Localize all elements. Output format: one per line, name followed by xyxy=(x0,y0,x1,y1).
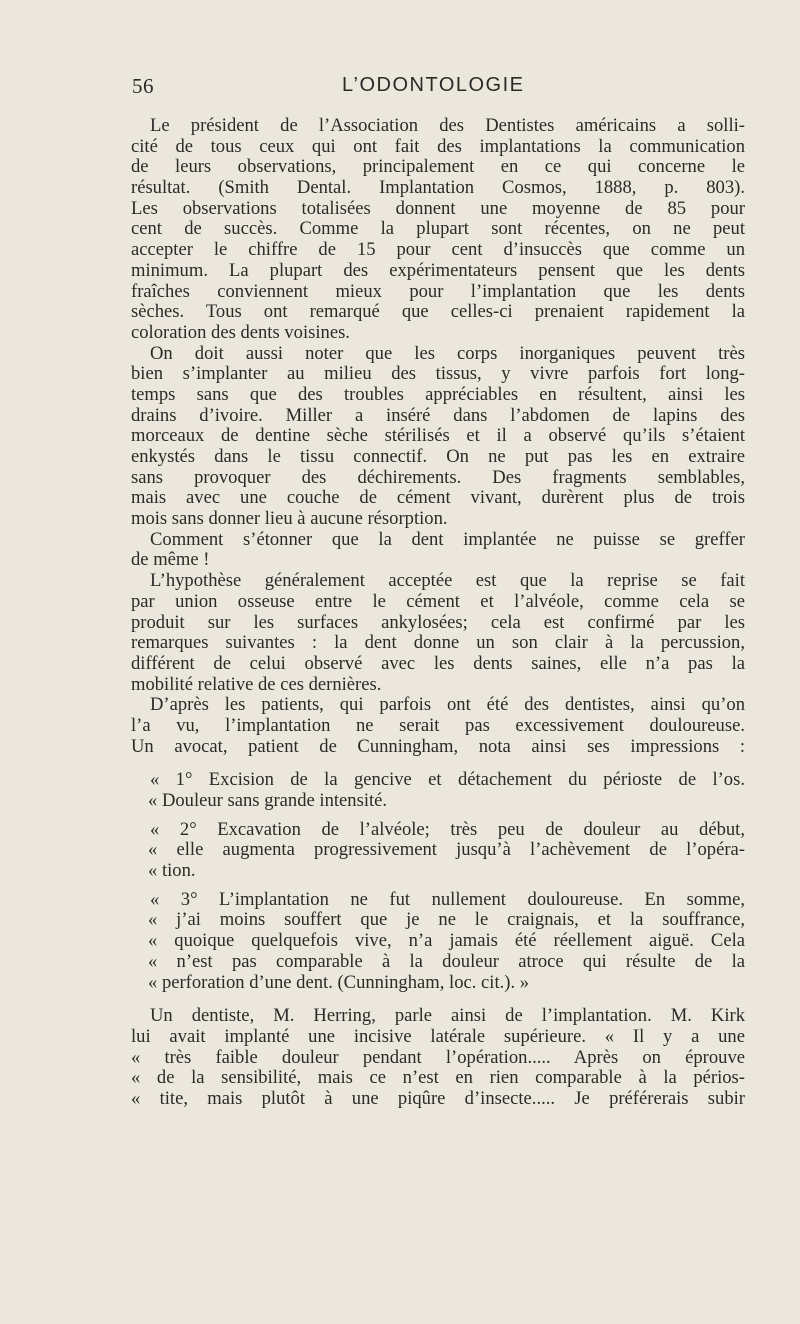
text-line: drains d’ivoire. Miller a inséré dans l’abdomen de lapins des xyxy=(131,404,745,426)
journal-title: L’ODONTOLOGIE xyxy=(342,74,525,96)
body-text xyxy=(131,116,745,1110)
text-line: enkystés dans le tissu connectif. On ne put pas les en extraire xyxy=(131,446,745,467)
quote-step-3 xyxy=(131,890,745,993)
text-line: de même ! xyxy=(131,549,210,571)
text-line: « très faible douleur pendant l’opération..... Après on éprouve xyxy=(131,1046,745,1068)
quote-line: « 1° Excision de la gencive et détachement du périoste de l’os. xyxy=(150,769,745,791)
text-line: cent de succès. Comme la plupart sont récentes, on ne peut xyxy=(131,218,745,240)
page-number: 56 xyxy=(132,74,154,98)
quote-step-1 xyxy=(131,770,745,811)
quote-line: « quoique quelquefois vive, n’a jamais été réellement aiguë. Cela xyxy=(148,930,745,952)
paragraph-patients xyxy=(131,695,745,757)
text-line: Un dentiste, M. Herring, parle ainsi de l’implantation. M. Kirk xyxy=(150,1005,745,1027)
text-line: produit sur les surfaces ankylosées; cela est confirmé par les xyxy=(131,611,745,633)
text-line: minimum. La plupart des expérimentateurs pensent que les dents xyxy=(131,259,745,281)
text-line: fraîches conviennent mieux pour l’implantation que les dents xyxy=(131,280,745,302)
text-line: résultat. (Smith Dental. Implantation Cosmos, 1888, p. 803). xyxy=(131,177,745,199)
text-line: différent de celui observé avec les dents saines, elle n’a pas la xyxy=(131,652,745,674)
text-line: « de la sensibilité, mais ce n’est en rien comparable à la périos- xyxy=(131,1067,745,1089)
quote-line: « n’est pas comparable à la douleur atroce qui résulte de la xyxy=(148,950,745,972)
text-line: Les observations totalisées donnent une moyenne de 85 pour xyxy=(131,197,745,219)
text-line: sèches. Tous ont remarqué que celles-ci prenaient rapidement la xyxy=(131,301,745,323)
quote-line: « perforation d’une dent. (Cunningham, loc. cit.). » xyxy=(148,971,530,993)
text-line: morceaux de dentine sèche stérilisés et il a observé qu’ils s’étaient xyxy=(131,425,745,447)
text-line: « tite, mais plutôt à une piqûre d’insecte..... Je préférerais subir xyxy=(131,1087,745,1109)
text-line: cité de tous ceux qui ont fait des implantations la communication xyxy=(131,135,745,157)
quote-step-2 xyxy=(131,820,745,882)
text-line: mais avec une couche de cément vivant, durèrent plus de trois xyxy=(131,487,745,509)
text-line: Un avocat, patient de Cunningham, nota ainsi ses impressions : xyxy=(131,735,745,757)
text-line: coloration des dents voisines. xyxy=(131,321,350,343)
text-line: L’hypothèse généralement acceptée est que la reprise se fait xyxy=(150,570,745,592)
paragraph-hypothesis xyxy=(131,571,745,695)
text-line: On doit aussi noter que les corps inorganiques peuvent très xyxy=(150,342,745,364)
quote-line: « Douleur sans grande intensité. xyxy=(148,790,388,811)
text-line: Comment s’étonner que la dent implantée ne puisse se greffer xyxy=(150,528,745,550)
paragraph-herring xyxy=(131,1006,745,1109)
text-line: accepter le chiffre de 15 pour cent d’insuccès que comme un xyxy=(131,239,745,261)
text-line: sans provoquer des déchirements. Des fragments semblables, xyxy=(131,466,745,488)
quote-line: « 3° L’implantation ne fut nullement douloureuse. En somme, xyxy=(150,888,745,910)
quote-line: « j’ai moins souffert que je ne le craignais, et la souffrance, xyxy=(148,909,745,931)
paragraph-president-report xyxy=(131,116,745,344)
paragraph-inorganic-bodies xyxy=(131,344,745,530)
text-line: Le président de l’Association des Dentistes américains a solli- xyxy=(150,115,745,136)
text-line: mois sans donner lieu à aucune résorption. xyxy=(131,508,448,530)
text-line: mobilité relative de ces dernières. xyxy=(131,673,382,695)
text-line: lui avait implanté une incisive latérale supérieure. « Il y a une xyxy=(131,1025,745,1047)
text-line: remarques suivantes : la dent donne un son clair à la percussion, xyxy=(131,632,745,654)
quote-line: « elle augmenta progressivement jusqu’à l’achèvement de l’opéra- xyxy=(148,839,745,861)
text-line: D’après les patients, qui parfois ont été des dentistes, ainsi qu’on xyxy=(150,694,745,716)
text-line: l’a vu, l’implantation ne serait pas excessivement douloureuse. xyxy=(131,714,745,736)
text-line: de leurs observations, principalement en ce qui concerne le xyxy=(131,156,745,178)
running-head xyxy=(132,74,742,104)
quote-line: « tion. xyxy=(148,860,196,882)
text-line: temps sans que des troubles appréciables en résultent, ainsi les xyxy=(131,383,745,405)
quote-line: « 2° Excavation de l’alvéole; très peu de douleur au début, xyxy=(150,818,745,840)
text-line: par union osseuse entre le cément et l’alvéole, comme cela se xyxy=(131,590,745,612)
text-line: bien s’implanter au milieu des tissus, y vivre parfois fort long- xyxy=(131,363,745,385)
paragraph-graft-question xyxy=(131,530,745,571)
